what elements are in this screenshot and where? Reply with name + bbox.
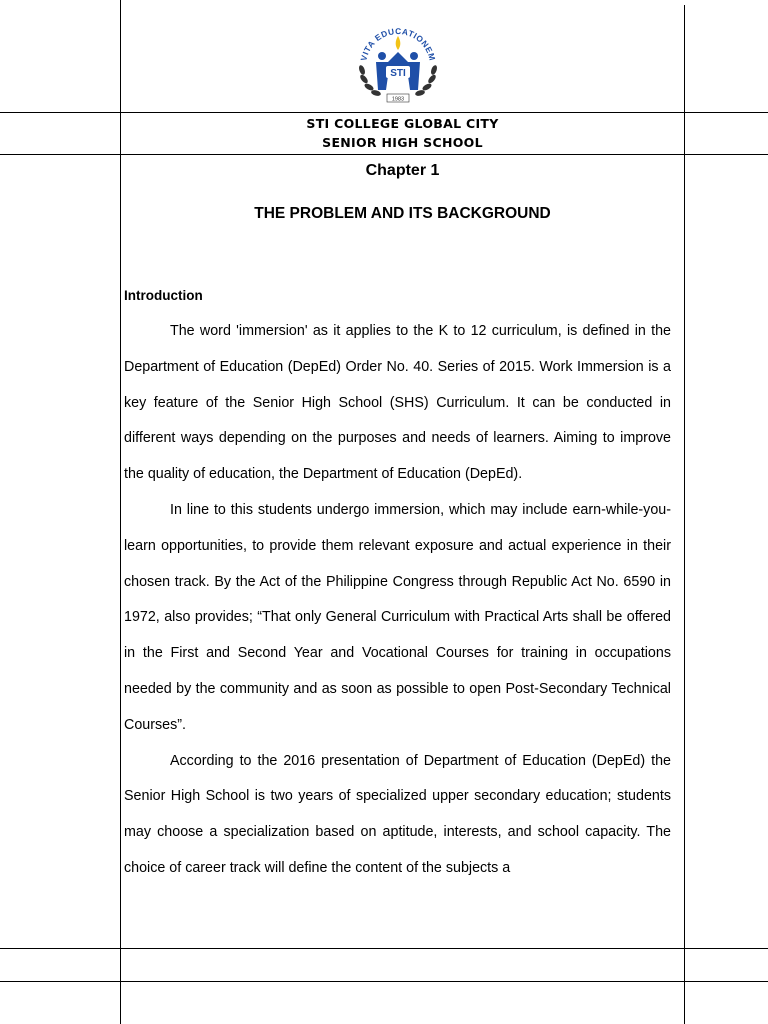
school-seal-icon xyxy=(352,18,444,106)
paragraph: In line to this students undergo immersion, which may include earn-while-you-learn opportunities, to provide them relevant exposure and actual experience in their chosen track. By the Act of the Philippine Congress through Republic Act No. 6590 in 1972, also provides; “That only General Curriculum with Practical Arts shall be offered in the First and Second Year and Vocational Courses for training in occupations needed by the community and as soon as possible to open Post-Secondary Technical Courses”. xyxy=(124,501,671,733)
footer-bottom-rule xyxy=(0,981,768,982)
section-heading: Introduction xyxy=(124,288,203,303)
logo-year: 1983 xyxy=(391,96,405,103)
paragraph: According to the 2016 presentation of Department of Education (DepEd) the Senior High School is two years of specialized upper secondary education; students may choose a specialization based on aptitude, interests, and school capacity. The choice of career track will define the content of the subjects a xyxy=(124,752,671,876)
header-top-rule xyxy=(0,112,768,113)
right-margin-rule xyxy=(684,5,685,1024)
school-name-line1: STI COLLEGE GLOBAL CITY xyxy=(306,116,499,131)
logo-arc-text: VITA EDUCATIONEM xyxy=(358,25,438,62)
body-text xyxy=(124,314,671,887)
chapter-title: THE PROBLEM AND ITS BACKGROUND xyxy=(254,205,551,222)
school-logo xyxy=(352,18,444,106)
torch-flame-icon xyxy=(396,36,401,50)
paragraph: The word 'immersion' as it applies to the K to 12 curriculum, is defined in the Department of Education (DepEd) Order No. 40. Series of 2015. Work Immersion is a key feature of the Senior High School (SHS) Curriculum. It can be conducted in different ways depending on the purposes and needs of learners. Aiming to improve the quality of education, the Department of Education (DepEd). xyxy=(124,323,671,483)
chapter-label: Chapter 1 xyxy=(365,162,440,179)
school-name-line2: SENIOR HIGH SCHOOL xyxy=(322,135,483,150)
footer-top-rule xyxy=(0,948,768,949)
logo-center-text: STI xyxy=(390,68,406,79)
header-bottom-rule xyxy=(0,154,768,155)
